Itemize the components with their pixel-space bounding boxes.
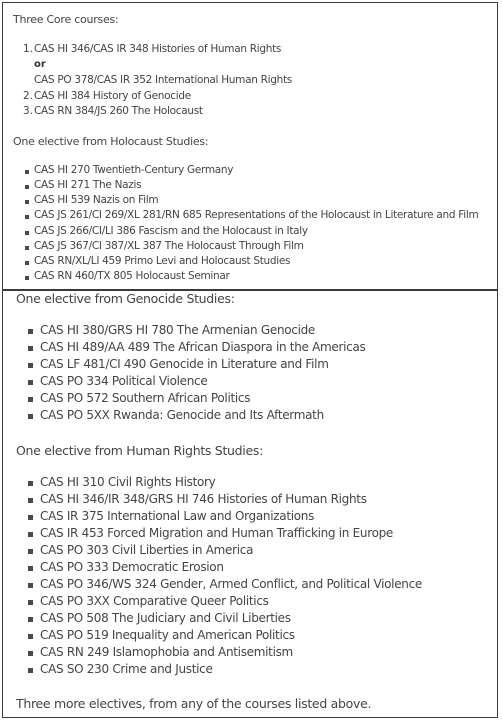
bullet [28, 532, 33, 537]
course-label: CAS HI 270 Twentieth-Century Germany [34, 164, 234, 176]
bullet [28, 414, 33, 419]
course-label: CAS RN 249 Islamophobia and Antisemitism [40, 645, 293, 659]
course-label: CAS IR 375 International Law and Organizations [40, 509, 315, 523]
course-label: CAS HI 380/GRS HI 780 The Armenian Genocide [40, 323, 316, 337]
bullet [25, 185, 29, 189]
bullet [25, 215, 29, 219]
human-rights-studies-heading: One elective from Human Rights Studies: [16, 443, 263, 458]
holocaust-studies-heading: One elective from Holocaust Studies: [13, 135, 209, 148]
core-course-3: CAS RN 384/JS 260 The Holocaust [34, 105, 203, 117]
bullet [28, 583, 33, 588]
course-label: CAS PO 346/WS 324 Gender, Armed Conflict, and Political Violence [40, 577, 422, 591]
course-label: CAS PO 519 Inequality and American Politics [40, 628, 295, 642]
core-course-2: CAS HI 384 History of Genocide [34, 90, 191, 102]
course-label: CAS HI 346/IR 348/GRS HI 746 Histories of Human Rights [40, 492, 367, 506]
course-label: CAS PO 508 The Judiciary and Civil Liberties [40, 611, 291, 625]
bullet [28, 617, 33, 622]
or-label: or [34, 59, 46, 70]
bullet [25, 246, 29, 250]
list-number: 1. [23, 43, 34, 55]
additional-electives-note: Three more electives, from any of the courses listed above. [16, 696, 372, 711]
list-number: 3. [23, 105, 34, 117]
course-label: CAS JS 367/CI 387/XL 387 The Holocaust Through Film [34, 240, 304, 252]
course-label: CAS PO 303 Civil Liberties in America [40, 543, 254, 557]
bullet [25, 170, 29, 174]
bullet [28, 363, 33, 368]
course-label: CAS PO 3XX Comparative Queer Politics [40, 594, 269, 608]
course-label: CAS PO 334 Political Violence [40, 374, 208, 388]
bullet [28, 329, 33, 334]
bullet [28, 651, 33, 656]
bullet [28, 397, 33, 402]
bullet [28, 634, 33, 639]
course-label: CAS RN 460/TX 805 Holocaust Seminar [34, 270, 230, 282]
course-label: CAS JS 266/CI/LI 386 Fascism and the Holocaust in Italy [34, 225, 308, 237]
bullet [28, 549, 33, 554]
bullet [25, 231, 29, 235]
list-number: 2. [23, 90, 34, 102]
bullet [28, 481, 33, 486]
genocide-and-human-rights-panel [2, 290, 498, 718]
bullet [25, 261, 29, 265]
course-label: CAS HI 539 Nazis on Film [34, 194, 159, 206]
core-course-1: CAS HI 346/CAS IR 348 Histories of Human Rights [34, 43, 282, 55]
bullet [28, 346, 33, 351]
course-label: CAS HI 310 Civil Rights History [40, 475, 216, 489]
course-label: CAS PO 5XX Rwanda: Genocide and Its Aftermath [40, 408, 324, 422]
bullet [25, 276, 29, 280]
course-label: CAS PO 333 Democratic Erosion [40, 560, 224, 574]
course-label: CAS HI 489/AA 489 The African Diaspora in the Americas [40, 340, 366, 354]
core-and-holocaust-panel [2, 2, 498, 290]
course-label: CAS LF 481/CI 490 Genocide in Literature and Film [40, 357, 329, 371]
course-label: CAS HI 271 The Nazis [34, 179, 142, 191]
bullet [28, 566, 33, 571]
bullet [28, 600, 33, 605]
bullet [28, 515, 33, 520]
core-courses-heading: Three Core courses: [13, 13, 119, 26]
bullet [25, 200, 29, 204]
course-label: CAS RN/XL/LI 459 Primo Levi and Holocaust Studies [34, 255, 291, 267]
genocide-studies-heading: One elective from Genocide Studies: [16, 291, 235, 306]
bullet [28, 498, 33, 503]
course-label: CAS JS 261/CI 269/XL 281/RN 685 Representations of the Holocaust in Literature and Film [34, 209, 479, 221]
bullet [28, 380, 33, 385]
bullet [28, 668, 33, 673]
core-course-1-alternative: CAS PO 378/CAS IR 352 International Human Rights [34, 74, 292, 86]
course-label: CAS PO 572 Southern African Politics [40, 391, 251, 405]
course-label: CAS IR 453 Forced Migration and Human Trafficking in Europe [40, 526, 394, 540]
course-label: CAS SO 230 Crime and Justice [40, 662, 213, 676]
